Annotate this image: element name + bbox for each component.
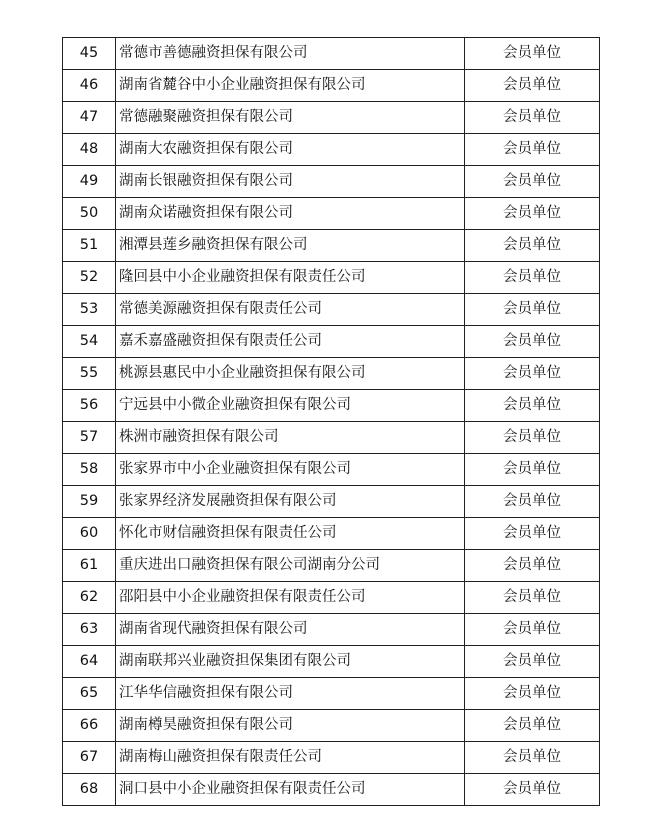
table-row: [63, 166, 600, 198]
member-table-body: [63, 38, 600, 806]
member-type: 会员单位: [465, 358, 600, 390]
member-type: 会员单位: [465, 742, 600, 774]
row-number: 55: [63, 358, 116, 390]
table-row: [63, 70, 600, 102]
company-name: 邵阳县中小企业融资担保有限责任公司: [116, 582, 465, 614]
row-number: 57: [63, 422, 116, 454]
company-name: 湖南长银融资担保有限公司: [116, 166, 465, 198]
table-row: [63, 390, 600, 422]
company-name: 湖南众诺融资担保有限公司: [116, 198, 465, 230]
member-type: 会员单位: [465, 134, 600, 166]
company-name: 张家界经济发展融资担保有限公司: [116, 486, 465, 518]
company-name: 隆回县中小企业融资担保有限责任公司: [116, 262, 465, 294]
row-number: 54: [63, 326, 116, 358]
table-row: [63, 454, 600, 486]
row-number: 56: [63, 390, 116, 422]
table-row: [63, 294, 600, 326]
member-type: 会员单位: [465, 614, 600, 646]
table-row: [63, 230, 600, 262]
table-row: [63, 582, 600, 614]
member-type: 会员单位: [465, 294, 600, 326]
company-name: 常德美源融资担保有限责任公司: [116, 294, 465, 326]
member-type: 会员单位: [465, 710, 600, 742]
table-row: [63, 102, 600, 134]
company-name: 怀化市财信融资担保有限责任公司: [116, 518, 465, 550]
member-type: 会员单位: [465, 518, 600, 550]
member-type: 会员单位: [465, 102, 600, 134]
row-number: 68: [63, 774, 116, 806]
company-name: 常德市善德融资担保有限公司: [116, 38, 465, 70]
row-number: 64: [63, 646, 116, 678]
row-number: 50: [63, 198, 116, 230]
member-type: 会员单位: [465, 486, 600, 518]
member-type: 会员单位: [465, 70, 600, 102]
row-number: 66: [63, 710, 116, 742]
row-number: 48: [63, 134, 116, 166]
member-type: 会员单位: [465, 774, 600, 806]
member-type: 会员单位: [465, 422, 600, 454]
table-row: [63, 198, 600, 230]
company-name: 重庆进出口融资担保有限公司湖南分公司: [116, 550, 465, 582]
table-row: [63, 262, 600, 294]
member-type: 会员单位: [465, 326, 600, 358]
table-row: [63, 678, 600, 710]
row-number: 62: [63, 582, 116, 614]
company-name: 湖南樽昊融资担保有限公司: [116, 710, 465, 742]
company-name: 桃源县惠民中小企业融资担保有限公司: [116, 358, 465, 390]
company-name: 湖南梅山融资担保有限责任公司: [116, 742, 465, 774]
table-row: [63, 550, 600, 582]
member-type: 会员单位: [465, 454, 600, 486]
member-type: 会员单位: [465, 390, 600, 422]
table-row: [63, 422, 600, 454]
company-name: 常德融聚融资担保有限公司: [116, 102, 465, 134]
table-row: [63, 774, 600, 806]
table-row: [63, 486, 600, 518]
member-type: 会员单位: [465, 38, 600, 70]
company-name: 株洲市融资担保有限公司: [116, 422, 465, 454]
row-number: 65: [63, 678, 116, 710]
company-name: 湖南省现代融资担保有限公司: [116, 614, 465, 646]
member-type: 会员单位: [465, 646, 600, 678]
table-row: [63, 38, 600, 70]
row-number: 49: [63, 166, 116, 198]
member-type: 会员单位: [465, 230, 600, 262]
row-number: 67: [63, 742, 116, 774]
member-type: 会员单位: [465, 198, 600, 230]
company-name: 江华华信融资担保有限公司: [116, 678, 465, 710]
member-type: 会员单位: [465, 166, 600, 198]
table-row: [63, 710, 600, 742]
table-row: [63, 646, 600, 678]
row-number: 51: [63, 230, 116, 262]
row-number: 61: [63, 550, 116, 582]
row-number: 52: [63, 262, 116, 294]
row-number: 59: [63, 486, 116, 518]
member-type: 会员单位: [465, 262, 600, 294]
company-name: 湖南大农融资担保有限公司: [116, 134, 465, 166]
row-number: 60: [63, 518, 116, 550]
table-row: [63, 742, 600, 774]
member-type: 会员单位: [465, 550, 600, 582]
row-number: 63: [63, 614, 116, 646]
company-name: 洞口县中小企业融资担保有限责任公司: [116, 774, 465, 806]
member-type: 会员单位: [465, 678, 600, 710]
company-name: 张家界市中小企业融资担保有限公司: [116, 454, 465, 486]
table-row: [63, 518, 600, 550]
row-number: 53: [63, 294, 116, 326]
row-number: 45: [63, 38, 116, 70]
member-type: 会员单位: [465, 582, 600, 614]
company-name: 宁远县中小微企业融资担保有限公司: [116, 390, 465, 422]
table-row: [63, 134, 600, 166]
row-number: 47: [63, 102, 116, 134]
company-name: 湖南联邦兴业融资担保集团有限公司: [116, 646, 465, 678]
company-name: 嘉禾嘉盛融资担保有限责任公司: [116, 326, 465, 358]
company-name: 湖南省麓谷中小企业融资担保有限公司: [116, 70, 465, 102]
row-number: 58: [63, 454, 116, 486]
table-row: [63, 358, 600, 390]
row-number: 46: [63, 70, 116, 102]
table-row: [63, 614, 600, 646]
company-name: 湘潭县莲乡融资担保有限公司: [116, 230, 465, 262]
table-row: [63, 326, 600, 358]
member-table: [62, 37, 600, 806]
